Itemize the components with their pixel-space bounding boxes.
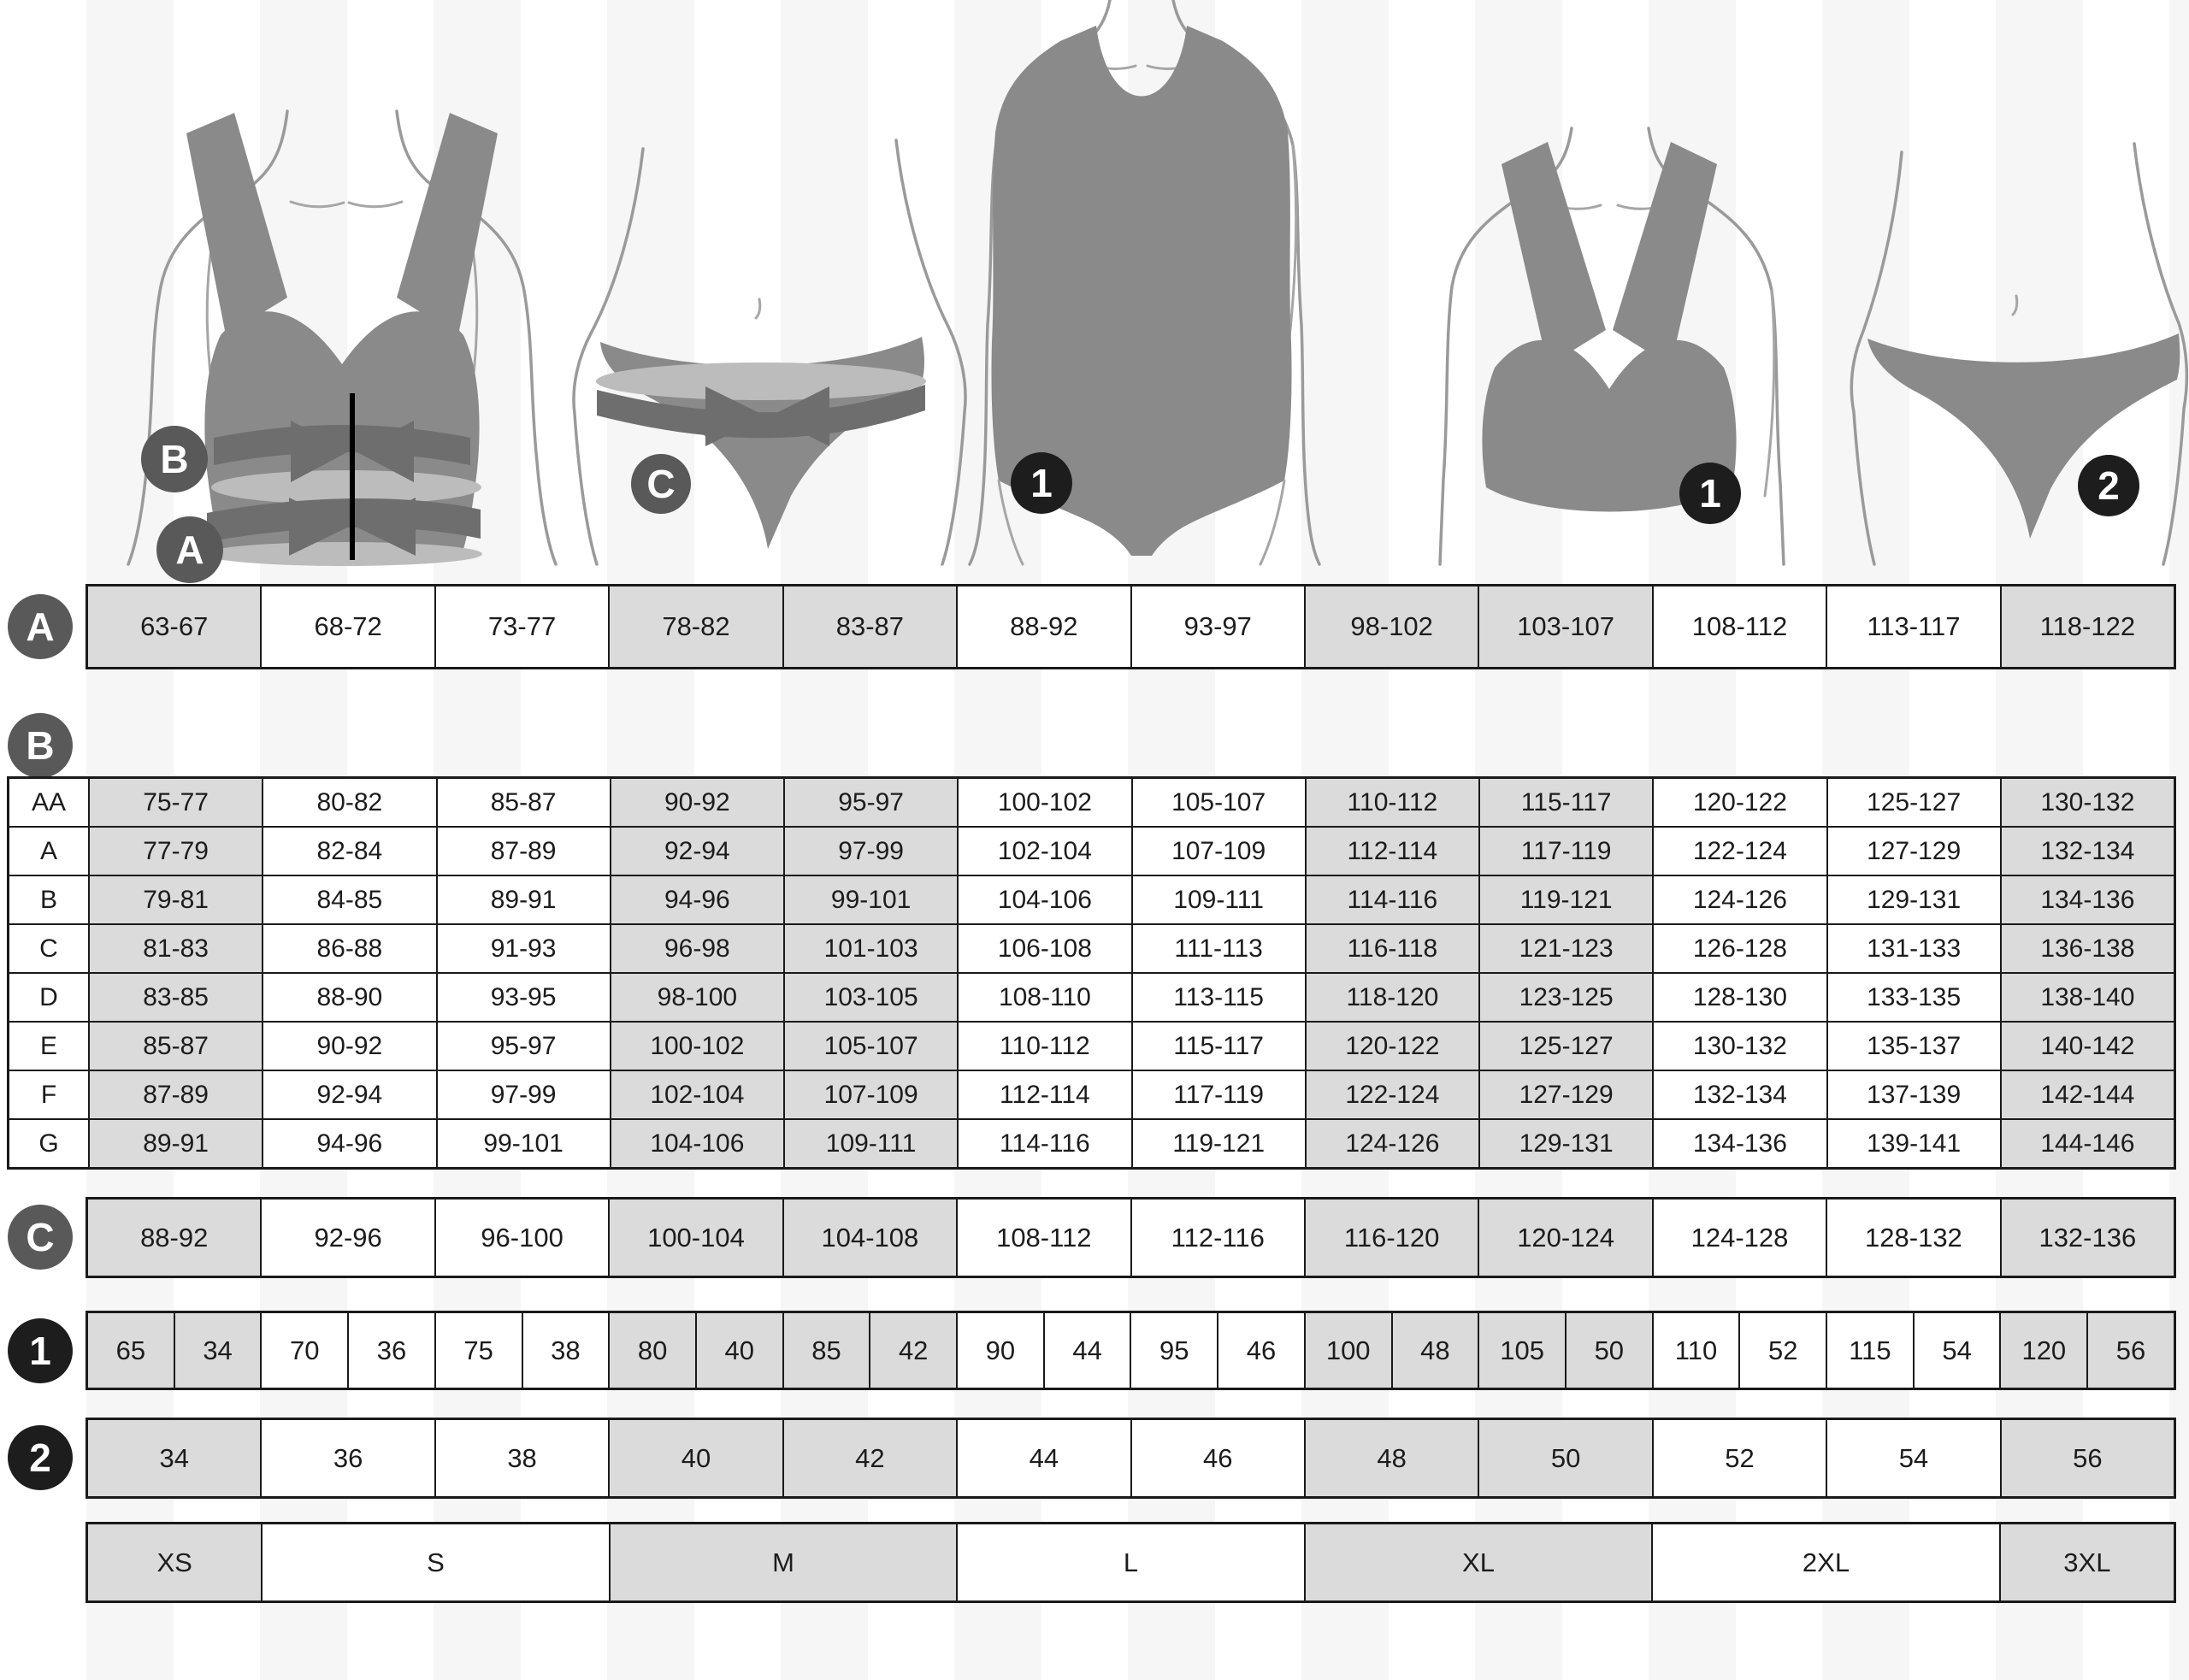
bra-size-cell: 85 [782,1313,870,1388]
underbust-range-cell: 103-107 [1478,587,1651,667]
bust-range-cell: 88-90 [262,974,435,1021]
bust-range-cell: 101-103 [783,925,957,972]
underbust-range-cell: 118-122 [2000,587,2174,667]
hips-range-cell: 104-108 [782,1200,956,1276]
hips-range-cell: 108-112 [956,1200,1130,1276]
figure-swimsuit-size-badge: 1 [1011,452,1072,514]
hips-range-cell: 116-120 [1304,1200,1478,1276]
underbust-range-cell: 78-82 [608,587,782,667]
bust-range-cell: 110-112 [1305,779,1478,826]
bra-size-cell: 44 [1043,1313,1130,1388]
bust-range-cell: 130-132 [1652,1023,1826,1070]
bra-strap [1502,142,1606,366]
international-size-cell: 3XL [1999,1524,2174,1600]
bust-range-cell: 92-94 [262,1071,435,1118]
bust-range-cell: 144-146 [2000,1120,2174,1167]
bust-range-cell: 112-114 [1305,828,1478,875]
bust-range-cell: 113-115 [1131,974,1305,1021]
bust-range-cell: 111-113 [1131,925,1305,972]
bra-size-cell: 75 [434,1313,522,1388]
bust-range-cell: 134-136 [1652,1120,1826,1167]
underbust-row [86,584,2176,669]
collarbone-line [291,202,344,207]
bust-range-cell: 99-101 [783,876,957,923]
underbust-range-cell: 88-92 [956,587,1130,667]
bra-size-cell: 48 [1391,1313,1478,1388]
bust-range-cell: 89-91 [88,1120,262,1167]
bust-range-cell: 97-99 [783,828,957,875]
hip-line [1260,480,1284,564]
international-size-cell: 2XL [1651,1524,1999,1600]
bust-range-cell: 86-88 [262,925,435,972]
underbust-range-cell: 113-117 [1826,587,1999,667]
bust-range-cell: 95-97 [436,1023,610,1070]
bikini-bottom-illustration [1847,128,2189,564]
bust-range-cell: 139-141 [1826,1120,2000,1167]
cup-label-cell: AA [9,779,88,826]
panty-size-cell: 50 [1478,1420,1651,1496]
measure-tape-highlight [205,542,482,566]
bust-table-row [9,779,2174,826]
international-size-cell: XL [1304,1524,1652,1600]
bust-range-cell: 116-118 [1305,925,1478,972]
bust-range-cell: 94-96 [262,1120,435,1167]
bust-range-cell: 132-134 [1652,1071,1826,1118]
bust-range-cell: 115-117 [1131,1023,1305,1070]
bust-range-cell: 82-84 [262,828,435,875]
panty-size-cell: 38 [434,1420,608,1496]
bust-range-cell: 122-124 [1652,828,1826,875]
underbust-range-cell: 83-87 [782,587,956,667]
bust-range-cell: 94-96 [610,876,783,923]
cup-label-cell: C [9,925,88,972]
panties [1867,333,2180,539]
bust-range-cell: 127-129 [1826,828,2000,875]
bust-range-cell: 79-81 [88,876,262,923]
bra-size-cell: 120 [1999,1313,2086,1388]
hips-range-cell: 120-124 [1478,1200,1651,1276]
bust-range-cell: 119-121 [1131,1120,1305,1167]
bust-range-cell: 80-82 [262,779,435,826]
bust-range-cell: 104-106 [957,876,1130,923]
bust-table-row [9,875,2174,923]
navel-line [2013,296,2017,315]
bust-range-cell: 109-111 [783,1120,957,1167]
bust-range-cell: 100-102 [610,1023,783,1070]
bust-range-cell: 98-100 [610,974,783,1021]
bust-range-cell: 137-139 [1826,1071,2000,1118]
bra-size-cell: 110 [1652,1313,1739,1388]
cup-label-cell: F [9,1071,88,1118]
bust-table-row [9,1021,2174,1070]
panty-sizes-row-badge: 2 [8,1425,73,1490]
bust-range-cell: 114-116 [1305,876,1478,923]
bra-measurement-illustration [86,111,599,564]
bust-range-cell: 140-142 [2000,1023,2174,1070]
panty-sizes-row [86,1418,2176,1499]
panty-size-cell: 56 [2000,1420,2174,1496]
bust-range-cell: 99-101 [436,1120,610,1167]
bust-range-cell: 120-122 [1652,779,1826,826]
bust-range-cell: 127-129 [1478,1071,1652,1118]
cup-label-cell: D [9,974,88,1021]
bust-range-cell: 97-99 [436,1071,610,1118]
bust-range-cell: 133-135 [1826,974,2000,1021]
bust-range-cell: 96-98 [610,925,783,972]
panty-size-cell: 46 [1130,1420,1304,1496]
bust-range-cell: 121-123 [1478,925,1652,972]
bust-range-cell: 132-134 [2000,828,2174,875]
panty-size-cell: 34 [88,1420,260,1496]
bust-range-cell: 83-85 [88,974,262,1021]
panty-size-cell: 36 [260,1420,434,1496]
bra-size-cell: 46 [1217,1313,1304,1388]
collarbone-line [349,202,402,207]
bust-range-cell: 123-125 [1478,974,1652,1021]
bust-table-row [9,923,2174,972]
hips-range-cell: 128-132 [1826,1200,1999,1276]
measure-tape-highlight [596,363,926,400]
bust-range-cell: 92-94 [610,828,783,875]
bust-range-cell: 105-107 [783,1023,957,1070]
hips-range-cell: 132-136 [2000,1200,2174,1276]
bust-range-cell: 95-97 [783,779,957,826]
bra-size-cell: 42 [869,1313,956,1388]
bra-size-cell: 38 [522,1313,609,1388]
body-outline [397,111,429,183]
bust-range-cell: 102-104 [610,1071,783,1118]
figure-bust-badge: B [141,426,208,492]
bust-range-cell: 129-131 [1478,1120,1652,1167]
bra-strap [1613,142,1717,366]
bra-strap [397,113,498,335]
hips-row [86,1197,2176,1278]
bust-range-cell: 84-85 [262,876,435,923]
panty-size-cell: 40 [608,1420,782,1496]
hips-range-cell: 96-100 [434,1200,608,1276]
bra-size-cell: 115 [1826,1313,1913,1388]
underbust-range-cell: 63-67 [88,587,260,667]
bust-range-cell: 105-107 [1131,779,1305,826]
underbust-row-badge: A [8,594,73,659]
underbust-range-cell: 93-97 [1130,587,1304,667]
hips-range-cell: 92-96 [260,1200,434,1276]
bust-range-cell: 125-127 [1478,1023,1652,1070]
bra-size-cell: 105 [1478,1313,1565,1388]
bust-range-cell: 114-116 [957,1120,1130,1167]
bust-range-cell: 109-111 [1131,876,1305,923]
panty-size-cell: 48 [1304,1420,1478,1496]
bust-range-cell: 90-92 [262,1023,435,1070]
bust-range-cell: 135-137 [1826,1023,2000,1070]
bra-size-cell: 80 [608,1313,695,1388]
bust-range-cell: 130-132 [2000,779,2174,826]
bust-range-cell: 102-104 [957,828,1130,875]
figure-bikini-bottom-size-badge: 2 [2078,455,2139,516]
panty-size-cell: 54 [1826,1420,1999,1496]
bust-range-cell: 112-114 [957,1071,1130,1118]
bust-range-cell: 108-110 [957,974,1130,1021]
bust-range-cell: 124-126 [1305,1120,1478,1167]
bra-size-cell: 54 [1913,1313,2000,1388]
bra-size-cell: 100 [1304,1313,1391,1388]
underbust-range-cell: 98-102 [1304,587,1478,667]
bust-range-cell: 124-126 [1652,876,1826,923]
bust-range-cell: 104-106 [610,1120,783,1167]
international-size-cell: L [956,1524,1304,1600]
navel-line [756,299,760,318]
bust-table-row [9,1118,2174,1167]
bust-range-cell: 128-130 [1652,974,1826,1021]
cup-label-cell: E [9,1023,88,1070]
bust-range-cell: 81-83 [88,925,262,972]
figure-underbust-badge: A [156,516,223,583]
bra-sizes-row [86,1311,2176,1390]
bust-range-cell: 142-144 [2000,1071,2174,1118]
bust-range-cell: 107-109 [783,1071,957,1118]
bust-table-row [9,972,2174,1021]
bust-range-cell: 100-102 [957,779,1130,826]
body-outline [1765,291,1774,496]
bra-strap [186,113,287,335]
body-outline [255,111,287,183]
cup-label-cell: A [9,828,88,875]
bust-range-cell: 131-133 [1826,925,2000,972]
bust-range-cell: 110-112 [957,1023,1130,1070]
underbust-range-cell: 68-72 [260,587,434,667]
bust-range-cell: 126-128 [1652,925,1826,972]
bust-range-cell: 87-89 [436,828,610,875]
figure-bikini-top-size-badge: 1 [1679,463,1741,524]
bust-range-cell: 87-89 [88,1071,262,1118]
bust-range-cell: 91-93 [436,925,610,972]
bra-size-cell: 95 [1130,1313,1217,1388]
bust-range-cell: 90-92 [610,779,783,826]
hips-range-cell: 88-92 [88,1200,260,1276]
bust-range-cell: 115-117 [1478,779,1652,826]
panty-size-cell: 52 [1652,1420,1826,1496]
bra-size-cell: 34 [174,1313,261,1388]
bra-size-cell: 40 [695,1313,782,1388]
bust-table-row [9,1070,2174,1118]
bust-range-cell: 119-121 [1478,876,1652,923]
bust-range-cell: 122-124 [1305,1071,1478,1118]
bust-range-cell: 120-122 [1305,1023,1478,1070]
bust-range-cell: 125-127 [1826,779,2000,826]
bust-range-cell: 89-91 [436,876,610,923]
hips-range-cell: 112-116 [1130,1200,1304,1276]
bra-sizes-row-badge: 1 [8,1318,73,1383]
bust-range-cell: 103-105 [783,974,957,1021]
bikini-top-illustration [1419,128,1847,564]
bust-range-cell: 93-95 [436,974,610,1021]
bust-range-cell: 77-79 [88,828,262,875]
cup-label-cell: B [9,876,88,923]
bust-range-cell: 138-140 [2000,974,2174,1021]
hips-range-cell: 124-128 [1652,1200,1826,1276]
bra-size-cell: 36 [347,1313,434,1388]
international-size-cell: M [609,1524,957,1600]
international-size-cell: S [261,1524,609,1600]
bra-size-cell: 56 [2086,1313,2174,1388]
bust-range-cell: 85-87 [88,1023,262,1070]
figure-hips-badge: C [631,454,691,514]
bust-range-cell: 106-108 [957,925,1130,972]
bra-size-cell: 90 [956,1313,1043,1388]
bust-range-cell: 134-136 [2000,876,2174,923]
bust-range-cell: 107-109 [1131,828,1305,875]
bust-range-cell: 118-120 [1305,974,1478,1021]
hips-row-badge: C [8,1205,73,1270]
bust-range-cell: 75-77 [88,779,262,826]
bra-size-cell: 50 [1565,1313,1652,1388]
bust-table-row [9,826,2174,875]
panty-size-cell: 44 [956,1420,1130,1496]
cup-label-cell: G [9,1120,88,1167]
bust-range-cell: 117-119 [1131,1071,1305,1118]
bust-table-badge: B [8,713,73,778]
international-size-cell: XS [88,1524,261,1600]
hips-range-cell: 100-104 [608,1200,782,1276]
bust-range-cell: 136-138 [2000,925,2174,972]
bust-range-cell: 117-119 [1478,828,1652,875]
panty-size-cell: 42 [782,1420,956,1496]
bust-range-cell: 129-131 [1826,876,2000,923]
bust-table [7,776,2176,1170]
bra-size-cell: 65 [88,1313,174,1388]
bra-size-cell: 52 [1738,1313,1826,1388]
underbust-range-cell: 73-77 [434,587,608,667]
bust-range-cell: 85-87 [436,779,610,826]
underbust-range-cell: 108-112 [1652,587,1826,667]
bra-size-cell: 70 [260,1313,347,1388]
international-sizes-row [86,1522,2176,1603]
panties-measurement-illustration [547,128,975,564]
